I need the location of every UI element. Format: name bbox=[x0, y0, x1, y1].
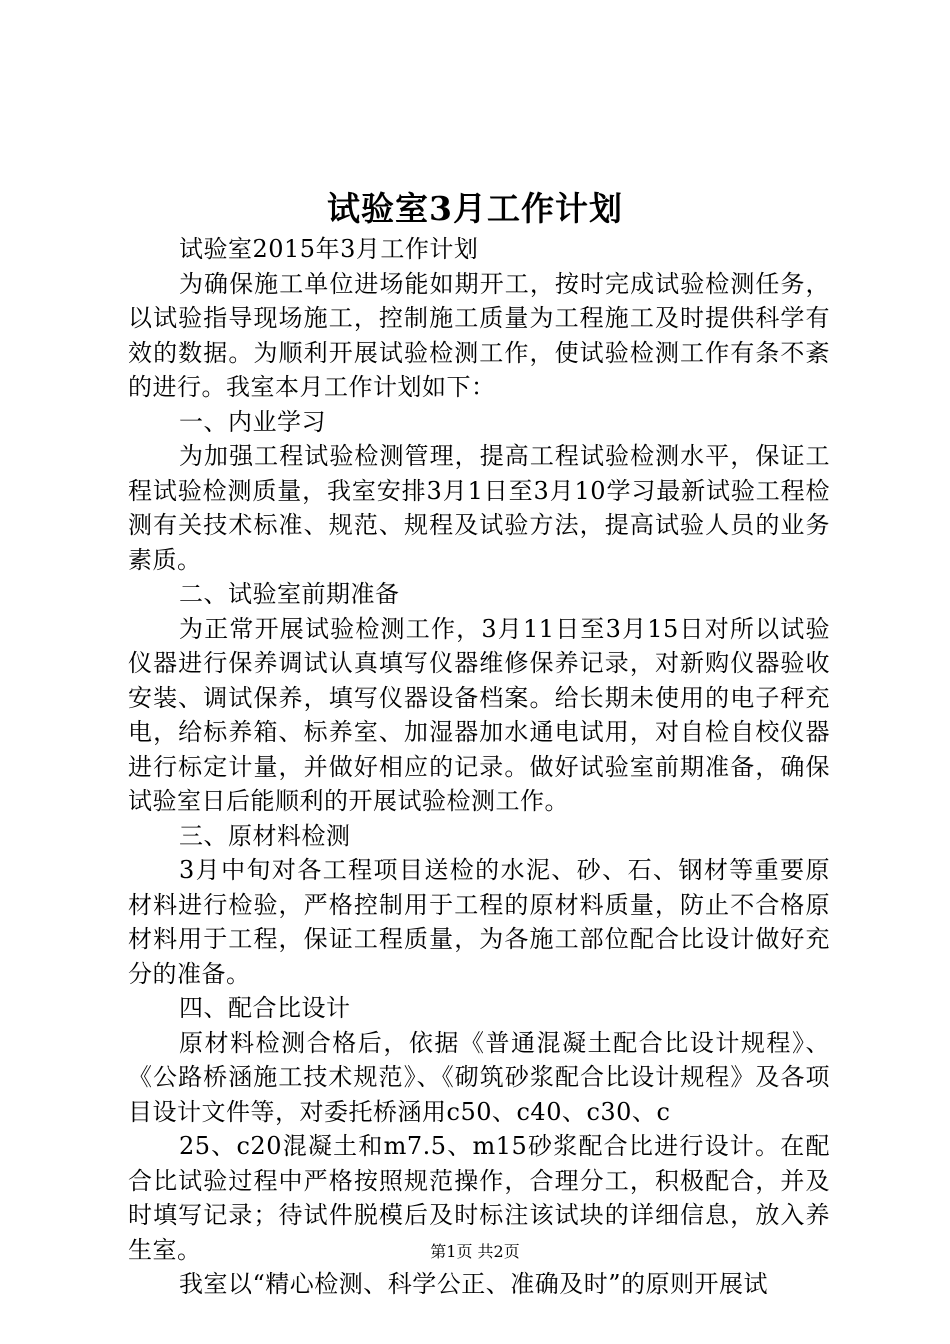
section-heading-3: 三、原材料检测 bbox=[179, 821, 351, 850]
intro-paragraph: 为确保施工单位进场能如期开工，按时完成试验检测任务，以试验指导现场施工，控制施工质量为工程施工及时提供科学有效的数据。为顺利开展试验检测工作，使试验检测工作有条不紊的进行。我室本月工作计划如下： bbox=[128, 269, 830, 401]
section-4-paragraph-b: 25、c20混凝土和m7.5、m15砂浆配合比进行设计。在配合比试验过程中严格按照规范操作，合理分工，积极配合，并及时填写记录；待试件脱模后及时标注该试块的详细信息，放入养生室。 bbox=[128, 1132, 830, 1264]
section-3-paragraph: 3月中旬对各工程项目送检的水泥、砂、石、钢材等重要原材料进行检验，严格控制用于工程的原材料质量，防止不合格原材料用于工程，保证工程质量，为各施工部位配合比设计做好充分的准备。 bbox=[128, 856, 830, 988]
page-number: 第1页 共2页 bbox=[430, 1242, 520, 1261]
document-title: 试验室3月工作计划 bbox=[327, 189, 623, 228]
section-1-paragraph: 为加强工程试验检测管理，提高工程试验检测水平，保证工程试验检测质量，我室安排3月1日至3月10学习最新试验工程检测有关技术标准、规范、规程及试验方法，提高试验人员的业务素质。 bbox=[128, 442, 830, 574]
section-2-paragraph: 为正常开展试验检测工作，3月11日至3月15日对所以试验仪器进行保养调试认真填写仪器维修保养记录，对新购仪器验收安装、调试保养，填写仪器设备档案。给长期未使用的电子秤充电，给标养箱、标养室、加湿器加水通电试用，对自检自校仪器进行标定计量，并做好相应的记录。做好试验室前期准备，确保试验室日后能顺利的开展试验检测工作。 bbox=[128, 614, 830, 815]
document-body bbox=[128, 232, 830, 1302]
section-heading-4: 四、配合比设计 bbox=[179, 994, 351, 1022]
subtitle-paragraph: 试验室2015年3月工作计划 bbox=[179, 235, 479, 263]
section-4-paragraph-a: 原材料检测合格后，依据《普通混凝土配合比设计规程》、《公路桥涵施工技术规范》、《砌筑砂浆配合比设计规程》及各项目设计文件等，对委托桥涵用c50、c40、c30、c bbox=[128, 1028, 830, 1126]
section-heading-2: 二、试验室前期准备 bbox=[179, 580, 400, 608]
closing-paragraph: 我室以“精心检测、科学公正、准确及时”的原则开展试 bbox=[179, 1270, 769, 1298]
section-heading-1: 一、内业学习 bbox=[179, 407, 326, 436]
